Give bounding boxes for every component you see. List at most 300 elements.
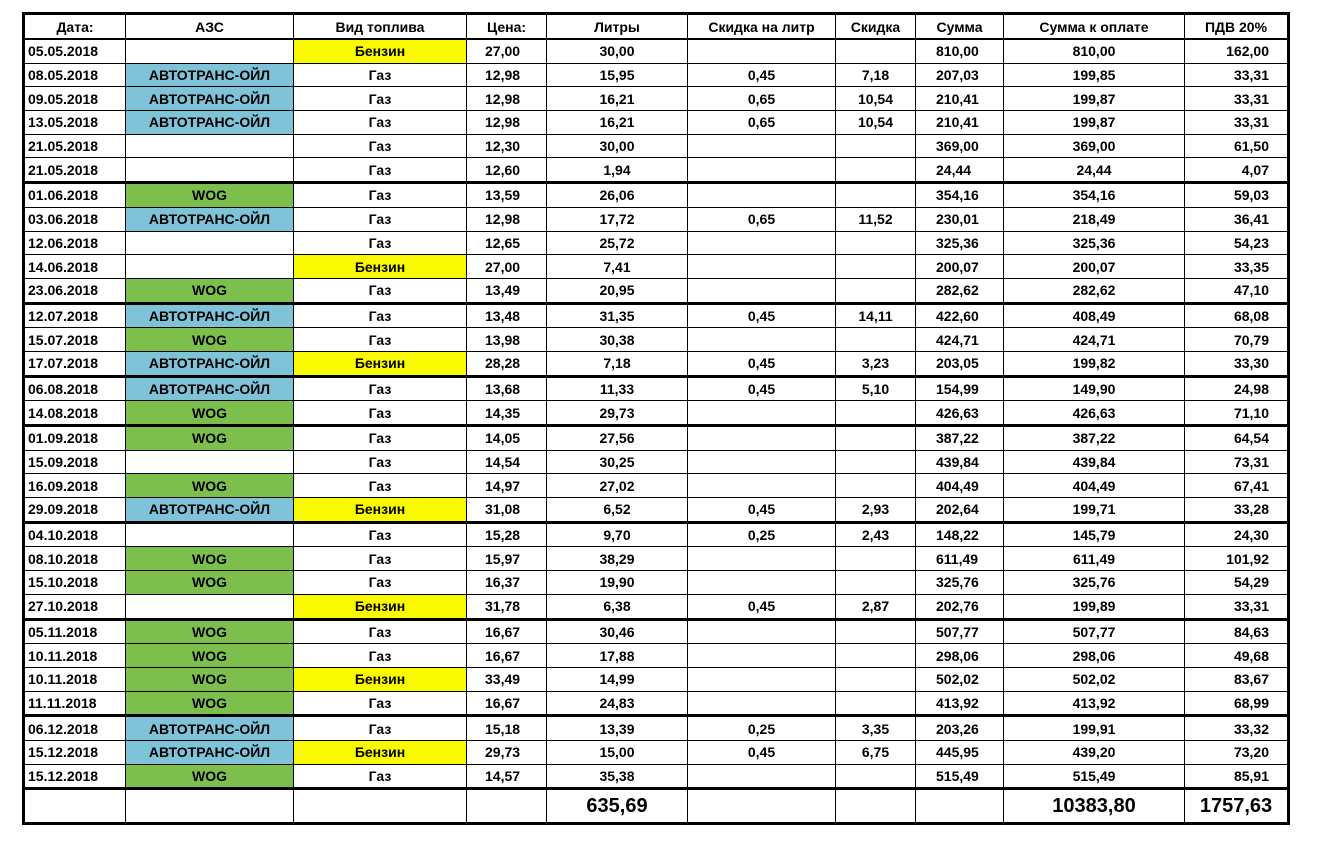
cell-price[interactable]: 29,73	[467, 740, 547, 764]
cell-sum-to-pay[interactable]: 199,71	[1004, 498, 1185, 523]
cell-discount[interactable]	[836, 571, 916, 595]
cell-discount-per-liter[interactable]	[688, 158, 836, 183]
cell-date[interactable]: 03.06.2018	[24, 207, 126, 231]
cell-date[interactable]: 13.05.2018	[24, 111, 126, 135]
cell-fuel-type[interactable]: Бензин	[294, 351, 467, 376]
cell-date[interactable]: 01.09.2018	[24, 426, 126, 451]
cell-azs[interactable]: АВТОТРАНС-ОЙЛ	[126, 63, 294, 87]
cell-liters[interactable]: 16,21	[547, 111, 688, 135]
cell-date[interactable]: 10.11.2018	[24, 644, 126, 668]
cell-azs[interactable]: WOG	[126, 547, 294, 571]
cell-vat[interactable]: 33,30	[1185, 351, 1289, 376]
cell-discount[interactable]: 7,18	[836, 63, 916, 87]
cell-discount[interactable]: 11,52	[836, 207, 916, 231]
cell-discount[interactable]: 10,54	[836, 111, 916, 135]
cell-discount-per-liter[interactable]	[688, 474, 836, 498]
cell-azs[interactable]: АВТОТРАНС-ОЙЛ	[126, 351, 294, 376]
cell-date[interactable]: 15.12.2018	[24, 740, 126, 764]
cell-discount-per-liter[interactable]	[688, 667, 836, 691]
total-vat[interactable]: 1757,63	[1185, 789, 1289, 824]
cell-date[interactable]: 23.06.2018	[24, 278, 126, 303]
cell-sum[interactable]: 369,00	[916, 134, 1004, 158]
header-fuel-type[interactable]: Вид топлива	[294, 14, 467, 40]
cell-sum[interactable]: 387,22	[916, 426, 1004, 451]
cell-sum-to-pay[interactable]: 149,90	[1004, 376, 1185, 401]
cell-sum[interactable]: 203,26	[916, 716, 1004, 741]
cell-price[interactable]: 12,98	[467, 207, 547, 231]
cell-price[interactable]: 12,98	[467, 87, 547, 111]
cell-vat[interactable]: 162,00	[1185, 39, 1289, 63]
cell-discount-per-liter[interactable]	[688, 644, 836, 668]
cell-discount[interactable]: 2,43	[836, 522, 916, 547]
cell-sum-to-pay[interactable]: 24,44	[1004, 158, 1185, 183]
cell-sum-to-pay[interactable]: 408,49	[1004, 303, 1185, 328]
cell-vat[interactable]: 67,41	[1185, 474, 1289, 498]
cell-vat[interactable]: 54,29	[1185, 571, 1289, 595]
cell-discount-per-liter[interactable]: 0,45	[688, 351, 836, 376]
cell-liters[interactable]: 35,38	[547, 764, 688, 789]
cell-price[interactable]: 16,37	[467, 571, 547, 595]
cell-fuel-type[interactable]: Газ	[294, 619, 467, 644]
cell-liters[interactable]: 26,06	[547, 183, 688, 208]
cell-discount-per-liter[interactable]: 0,45	[688, 376, 836, 401]
cell-price[interactable]: 14,35	[467, 401, 547, 426]
cell-price[interactable]: 15,97	[467, 547, 547, 571]
cell-discount-per-liter[interactable]	[688, 450, 836, 474]
cell-vat[interactable]: 33,31	[1185, 594, 1289, 619]
cell-discount[interactable]	[836, 450, 916, 474]
cell-price[interactable]: 12,30	[467, 134, 547, 158]
cell-date[interactable]: 29.09.2018	[24, 498, 126, 523]
cell-liters[interactable]: 20,95	[547, 278, 688, 303]
cell-azs[interactable]: АВТОТРАНС-ОЙЛ	[126, 740, 294, 764]
cell-discount[interactable]: 6,75	[836, 740, 916, 764]
cell-liters[interactable]: 30,38	[547, 328, 688, 352]
cell-sum[interactable]: 202,76	[916, 594, 1004, 619]
cell-liters[interactable]: 9,70	[547, 522, 688, 547]
cell-date[interactable]: 27.10.2018	[24, 594, 126, 619]
cell-sum[interactable]: 413,92	[916, 691, 1004, 716]
cell-date[interactable]: 15.10.2018	[24, 571, 126, 595]
header-date[interactable]: Дата:	[24, 14, 126, 40]
cell-azs[interactable]: WOG	[126, 474, 294, 498]
cell-fuel-type[interactable]: Газ	[294, 376, 467, 401]
cell-price[interactable]: 13,48	[467, 303, 547, 328]
cell-discount[interactable]: 2,93	[836, 498, 916, 523]
cell-date[interactable]: 17.07.2018	[24, 351, 126, 376]
cell-liters[interactable]: 30,25	[547, 450, 688, 474]
cell-sum-to-pay[interactable]: 515,49	[1004, 764, 1185, 789]
cell-price[interactable]: 14,57	[467, 764, 547, 789]
cell-sum[interactable]: 282,62	[916, 278, 1004, 303]
cell-discount-per-liter[interactable]	[688, 231, 836, 255]
cell-discount[interactable]	[836, 231, 916, 255]
header-discount-per-liter[interactable]: Скидка на литр	[688, 14, 836, 40]
cell-fuel-type[interactable]: Газ	[294, 231, 467, 255]
cell-date[interactable]: 15.12.2018	[24, 764, 126, 789]
cell-vat[interactable]: 33,35	[1185, 255, 1289, 279]
cell-fuel-type[interactable]: Газ	[294, 716, 467, 741]
cell-azs[interactable]: АВТОТРАНС-ОЙЛ	[126, 716, 294, 741]
cell-sum-to-pay[interactable]: 199,89	[1004, 594, 1185, 619]
cell-fuel-type[interactable]: Бензин	[294, 498, 467, 523]
cell-sum-to-pay[interactable]: 325,76	[1004, 571, 1185, 595]
cell-discount[interactable]	[836, 401, 916, 426]
cell-azs[interactable]	[126, 789, 294, 824]
cell-sum[interactable]: 422,60	[916, 303, 1004, 328]
cell-sum[interactable]: 24,44	[916, 158, 1004, 183]
cell-azs[interactable]	[126, 450, 294, 474]
cell-liters[interactable]: 15,00	[547, 740, 688, 764]
cell-discount-per-liter[interactable]: 0,45	[688, 594, 836, 619]
cell-sum-to-pay[interactable]: 369,00	[1004, 134, 1185, 158]
cell-sum[interactable]: 325,76	[916, 571, 1004, 595]
cell-azs[interactable]: WOG	[126, 619, 294, 644]
cell-fuel-type[interactable]: Газ	[294, 134, 467, 158]
cell-date[interactable]: 15.07.2018	[24, 328, 126, 352]
cell-sum[interactable]: 515,49	[916, 764, 1004, 789]
header-liters[interactable]: Литры	[547, 14, 688, 40]
cell-vat[interactable]: 33,31	[1185, 63, 1289, 87]
cell-discount[interactable]: 14,11	[836, 303, 916, 328]
header-sum-to-pay[interactable]: Сумма к оплате	[1004, 14, 1185, 40]
cell-price[interactable]: 12,98	[467, 63, 547, 87]
cell-liters[interactable]: 7,18	[547, 351, 688, 376]
cell-discount[interactable]: 5,10	[836, 376, 916, 401]
cell-vat[interactable]: 61,50	[1185, 134, 1289, 158]
cell-liters[interactable]: 38,29	[547, 547, 688, 571]
cell-price[interactable]: 12,98	[467, 111, 547, 135]
cell-discount[interactable]: 3,35	[836, 716, 916, 741]
cell-liters[interactable]: 31,35	[547, 303, 688, 328]
cell-fuel-type[interactable]: Газ	[294, 426, 467, 451]
cell-azs[interactable]: АВТОТРАНС-ОЙЛ	[126, 207, 294, 231]
cell-date[interactable]: 01.06.2018	[24, 183, 126, 208]
cell-fuel-type[interactable]: Газ	[294, 87, 467, 111]
cell-price[interactable]: 13,59	[467, 183, 547, 208]
cell-vat[interactable]: 49,68	[1185, 644, 1289, 668]
cell-sum-to-pay[interactable]: 298,06	[1004, 644, 1185, 668]
cell-liters[interactable]: 30,00	[547, 39, 688, 63]
cell-sum-to-pay[interactable]: 218,49	[1004, 207, 1185, 231]
cell-vat[interactable]: 73,20	[1185, 740, 1289, 764]
cell-sum[interactable]: 207,03	[916, 63, 1004, 87]
cell-discount-per-liter[interactable]	[688, 789, 836, 824]
cell-liters[interactable]: 14,99	[547, 667, 688, 691]
cell-vat[interactable]: 101,92	[1185, 547, 1289, 571]
header-discount[interactable]: Скидка	[836, 14, 916, 40]
cell-sum-to-pay[interactable]: 439,20	[1004, 740, 1185, 764]
cell-sum-to-pay[interactable]: 426,63	[1004, 401, 1185, 426]
cell-vat[interactable]: 47,10	[1185, 278, 1289, 303]
cell-date[interactable]: 04.10.2018	[24, 522, 126, 547]
cell-vat[interactable]: 84,63	[1185, 619, 1289, 644]
cell-azs[interactable]: АВТОТРАНС-ОЙЛ	[126, 376, 294, 401]
cell-price[interactable]: 13,68	[467, 376, 547, 401]
cell-date[interactable]: 06.12.2018	[24, 716, 126, 741]
cell-sum[interactable]: 439,84	[916, 450, 1004, 474]
cell-discount[interactable]	[836, 278, 916, 303]
cell-vat[interactable]: 68,99	[1185, 691, 1289, 716]
cell-fuel-type[interactable]: Газ	[294, 303, 467, 328]
cell-vat[interactable]: 73,31	[1185, 450, 1289, 474]
header-azs[interactable]: АЗС	[126, 14, 294, 40]
cell-discount-per-liter[interactable]	[688, 401, 836, 426]
cell-azs[interactable]: АВТОТРАНС-ОЙЛ	[126, 87, 294, 111]
cell-sum-to-pay[interactable]: 404,49	[1004, 474, 1185, 498]
cell-azs[interactable]	[126, 134, 294, 158]
cell-sum-to-pay[interactable]: 200,07	[1004, 255, 1185, 279]
cell-sum[interactable]	[916, 789, 1004, 824]
cell-sum[interactable]: 810,00	[916, 39, 1004, 63]
cell-discount-per-liter[interactable]	[688, 134, 836, 158]
cell-discount-per-liter[interactable]: 0,45	[688, 740, 836, 764]
cell-azs[interactable]: WOG	[126, 183, 294, 208]
cell-fuel-type[interactable]: Бензин	[294, 740, 467, 764]
cell-azs[interactable]: WOG	[126, 426, 294, 451]
cell-sum-to-pay[interactable]: 199,87	[1004, 111, 1185, 135]
cell-fuel-type[interactable]: Бензин	[294, 255, 467, 279]
cell-liters[interactable]: 6,52	[547, 498, 688, 523]
cell-liters[interactable]: 27,02	[547, 474, 688, 498]
cell-discount-per-liter[interactable]: 0,65	[688, 207, 836, 231]
cell-discount-per-liter[interactable]	[688, 547, 836, 571]
cell-fuel-type[interactable]: Газ	[294, 278, 467, 303]
header-vat[interactable]: ПДВ 20%	[1185, 14, 1289, 40]
cell-date[interactable]: 08.05.2018	[24, 63, 126, 87]
cell-liters[interactable]: 7,41	[547, 255, 688, 279]
cell-azs[interactable]: АВТОТРАНС-ОЙЛ	[126, 498, 294, 523]
cell-azs[interactable]: WOG	[126, 691, 294, 716]
cell-azs[interactable]: WOG	[126, 278, 294, 303]
cell-discount[interactable]	[836, 789, 916, 824]
cell-sum[interactable]: 404,49	[916, 474, 1004, 498]
cell-fuel-type[interactable]: Газ	[294, 764, 467, 789]
cell-fuel-type[interactable]: Газ	[294, 474, 467, 498]
cell-discount-per-liter[interactable]	[688, 691, 836, 716]
cell-date[interactable]	[24, 789, 126, 824]
cell-vat[interactable]: 85,91	[1185, 764, 1289, 789]
cell-azs[interactable]	[126, 231, 294, 255]
cell-liters[interactable]: 27,56	[547, 426, 688, 451]
total-sum-to-pay[interactable]: 10383,80	[1004, 789, 1185, 824]
cell-discount[interactable]	[836, 691, 916, 716]
cell-date[interactable]: 08.10.2018	[24, 547, 126, 571]
cell-fuel-type[interactable]: Газ	[294, 183, 467, 208]
cell-date[interactable]: 11.11.2018	[24, 691, 126, 716]
cell-price[interactable]: 12,60	[467, 158, 547, 183]
cell-vat[interactable]: 70,79	[1185, 328, 1289, 352]
cell-liters[interactable]: 11,33	[547, 376, 688, 401]
cell-fuel-type[interactable]: Бензин	[294, 594, 467, 619]
cell-discount[interactable]	[836, 134, 916, 158]
cell-discount[interactable]	[836, 39, 916, 63]
cell-discount-per-liter[interactable]: 0,45	[688, 63, 836, 87]
cell-sum-to-pay[interactable]: 424,71	[1004, 328, 1185, 352]
cell-discount[interactable]	[836, 474, 916, 498]
cell-azs[interactable]: WOG	[126, 764, 294, 789]
cell-fuel-type[interactable]: Бензин	[294, 39, 467, 63]
cell-liters[interactable]: 19,90	[547, 571, 688, 595]
cell-vat[interactable]: 36,41	[1185, 207, 1289, 231]
cell-date[interactable]: 06.08.2018	[24, 376, 126, 401]
cell-discount[interactable]	[836, 667, 916, 691]
cell-discount-per-liter[interactable]	[688, 183, 836, 208]
cell-fuel-type[interactable]	[294, 789, 467, 824]
cell-date[interactable]: 12.06.2018	[24, 231, 126, 255]
cell-azs[interactable]	[126, 255, 294, 279]
cell-vat[interactable]: 24,30	[1185, 522, 1289, 547]
cell-sum[interactable]: 502,02	[916, 667, 1004, 691]
cell-azs[interactable]: WOG	[126, 571, 294, 595]
cell-fuel-type[interactable]: Газ	[294, 644, 467, 668]
cell-azs[interactable]	[126, 522, 294, 547]
cell-price[interactable]: 15,28	[467, 522, 547, 547]
cell-sum[interactable]: 325,36	[916, 231, 1004, 255]
cell-price[interactable]: 15,18	[467, 716, 547, 741]
cell-sum[interactable]: 298,06	[916, 644, 1004, 668]
cell-date[interactable]: 21.05.2018	[24, 158, 126, 183]
cell-sum[interactable]: 202,64	[916, 498, 1004, 523]
cell-discount[interactable]	[836, 328, 916, 352]
cell-azs[interactable]: WOG	[126, 667, 294, 691]
cell-price[interactable]: 33,49	[467, 667, 547, 691]
cell-date[interactable]: 15.09.2018	[24, 450, 126, 474]
cell-vat[interactable]: 24,98	[1185, 376, 1289, 401]
cell-sum-to-pay[interactable]: 387,22	[1004, 426, 1185, 451]
cell-price[interactable]: 14,97	[467, 474, 547, 498]
cell-fuel-type[interactable]: Газ	[294, 158, 467, 183]
cell-sum-to-pay[interactable]: 199,91	[1004, 716, 1185, 741]
cell-sum-to-pay[interactable]: 413,92	[1004, 691, 1185, 716]
cell-sum[interactable]: 507,77	[916, 619, 1004, 644]
cell-sum[interactable]: 611,49	[916, 547, 1004, 571]
cell-discount-per-liter[interactable]	[688, 255, 836, 279]
cell-sum-to-pay[interactable]: 199,85	[1004, 63, 1185, 87]
cell-sum-to-pay[interactable]: 507,77	[1004, 619, 1185, 644]
cell-discount-per-liter[interactable]	[688, 426, 836, 451]
cell-date[interactable]: 10.11.2018	[24, 667, 126, 691]
cell-sum[interactable]: 154,99	[916, 376, 1004, 401]
cell-liters[interactable]: 30,00	[547, 134, 688, 158]
cell-discount-per-liter[interactable]: 0,25	[688, 522, 836, 547]
cell-date[interactable]: 12.07.2018	[24, 303, 126, 328]
cell-vat[interactable]: 54,23	[1185, 231, 1289, 255]
cell-liters[interactable]: 13,39	[547, 716, 688, 741]
cell-discount[interactable]	[836, 426, 916, 451]
cell-fuel-type[interactable]: Газ	[294, 207, 467, 231]
cell-sum[interactable]: 426,63	[916, 401, 1004, 426]
cell-price[interactable]: 27,00	[467, 255, 547, 279]
cell-fuel-type[interactable]: Бензин	[294, 667, 467, 691]
cell-discount-per-liter[interactable]	[688, 328, 836, 352]
cell-discount[interactable]: 2,87	[836, 594, 916, 619]
cell-vat[interactable]: 4,07	[1185, 158, 1289, 183]
cell-discount-per-liter[interactable]	[688, 39, 836, 63]
cell-fuel-type[interactable]: Газ	[294, 691, 467, 716]
header-sum[interactable]: Сумма	[916, 14, 1004, 40]
cell-sum-to-pay[interactable]: 810,00	[1004, 39, 1185, 63]
cell-vat[interactable]: 33,31	[1185, 111, 1289, 135]
cell-liters[interactable]: 15,95	[547, 63, 688, 87]
cell-sum[interactable]: 200,07	[916, 255, 1004, 279]
header-price[interactable]: Цена:	[467, 14, 547, 40]
cell-vat[interactable]: 33,32	[1185, 716, 1289, 741]
cell-price[interactable]: 13,49	[467, 278, 547, 303]
cell-vat[interactable]: 33,31	[1185, 87, 1289, 111]
cell-price[interactable]: 14,05	[467, 426, 547, 451]
cell-price[interactable]	[467, 789, 547, 824]
cell-sum[interactable]: 445,95	[916, 740, 1004, 764]
cell-sum-to-pay[interactable]: 354,16	[1004, 183, 1185, 208]
cell-fuel-type[interactable]: Газ	[294, 401, 467, 426]
cell-discount-per-liter[interactable]	[688, 571, 836, 595]
cell-price[interactable]: 31,78	[467, 594, 547, 619]
cell-sum[interactable]: 210,41	[916, 87, 1004, 111]
cell-discount[interactable]: 10,54	[836, 87, 916, 111]
cell-date[interactable]: 14.08.2018	[24, 401, 126, 426]
cell-price[interactable]: 14,54	[467, 450, 547, 474]
cell-fuel-type[interactable]: Газ	[294, 547, 467, 571]
cell-sum[interactable]: 230,01	[916, 207, 1004, 231]
cell-sum-to-pay[interactable]: 502,02	[1004, 667, 1185, 691]
cell-price[interactable]: 16,67	[467, 691, 547, 716]
cell-price[interactable]: 28,28	[467, 351, 547, 376]
cell-price[interactable]: 16,67	[467, 644, 547, 668]
total-liters[interactable]: 635,69	[547, 789, 688, 824]
cell-discount-per-liter[interactable]	[688, 619, 836, 644]
cell-vat[interactable]: 59,03	[1185, 183, 1289, 208]
cell-sum[interactable]: 203,05	[916, 351, 1004, 376]
cell-discount-per-liter[interactable]	[688, 764, 836, 789]
cell-discount[interactable]	[836, 183, 916, 208]
cell-fuel-type[interactable]: Газ	[294, 111, 467, 135]
cell-price[interactable]: 13,98	[467, 328, 547, 352]
cell-discount-per-liter[interactable]: 0,25	[688, 716, 836, 741]
cell-sum[interactable]: 148,22	[916, 522, 1004, 547]
cell-discount-per-liter[interactable]: 0,45	[688, 303, 836, 328]
cell-discount[interactable]: 3,23	[836, 351, 916, 376]
cell-azs[interactable]: АВТОТРАНС-ОЙЛ	[126, 111, 294, 135]
cell-date[interactable]: 16.09.2018	[24, 474, 126, 498]
cell-liters[interactable]: 29,73	[547, 401, 688, 426]
cell-vat[interactable]: 64,54	[1185, 426, 1289, 451]
cell-sum-to-pay[interactable]: 282,62	[1004, 278, 1185, 303]
cell-price[interactable]: 16,67	[467, 619, 547, 644]
cell-discount-per-liter[interactable]	[688, 278, 836, 303]
cell-fuel-type[interactable]: Газ	[294, 63, 467, 87]
cell-liters[interactable]: 6,38	[547, 594, 688, 619]
cell-azs[interactable]: WOG	[126, 328, 294, 352]
cell-sum-to-pay[interactable]: 145,79	[1004, 522, 1185, 547]
cell-azs[interactable]: АВТОТРАНС-ОЙЛ	[126, 303, 294, 328]
cell-sum-to-pay[interactable]: 439,84	[1004, 450, 1185, 474]
cell-date[interactable]: 21.05.2018	[24, 134, 126, 158]
cell-sum[interactable]: 354,16	[916, 183, 1004, 208]
cell-fuel-type[interactable]: Газ	[294, 328, 467, 352]
cell-liters[interactable]: 1,94	[547, 158, 688, 183]
cell-date[interactable]: 05.11.2018	[24, 619, 126, 644]
cell-discount[interactable]	[836, 255, 916, 279]
cell-fuel-type[interactable]: Газ	[294, 571, 467, 595]
cell-fuel-type[interactable]: Газ	[294, 450, 467, 474]
cell-sum[interactable]: 210,41	[916, 111, 1004, 135]
cell-azs[interactable]	[126, 594, 294, 619]
cell-sum-to-pay[interactable]: 325,36	[1004, 231, 1185, 255]
cell-discount-per-liter[interactable]: 0,65	[688, 111, 836, 135]
cell-sum[interactable]: 424,71	[916, 328, 1004, 352]
cell-date[interactable]: 05.05.2018	[24, 39, 126, 63]
